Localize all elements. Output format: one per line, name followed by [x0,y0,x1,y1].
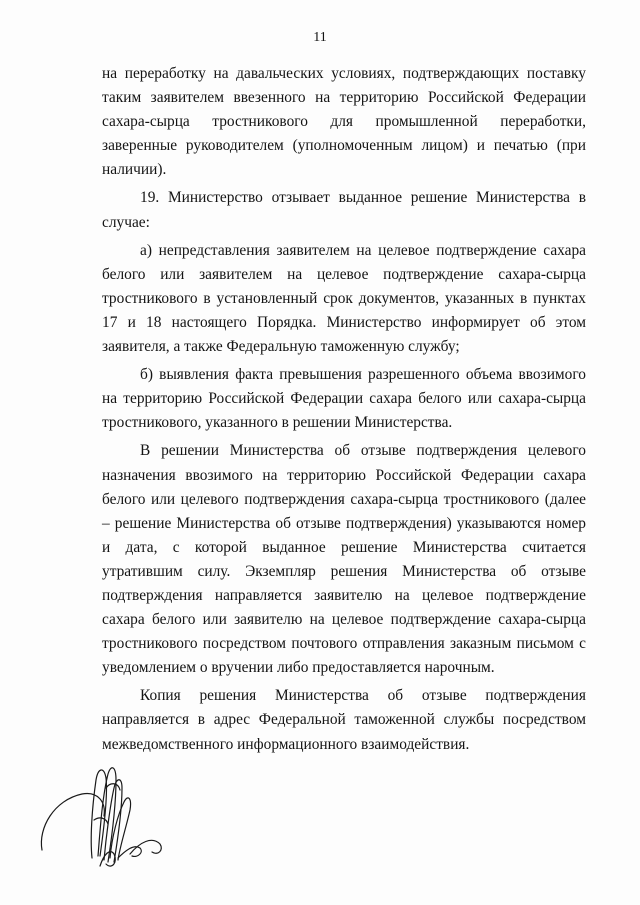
paragraph-continuation: на переработку на давальческих условиях, подтверждающих поставку таким заявителем ввезенного на территорию Российской Федерации сахара-сырца тростникового для промышленной переработки, заверенные руководителем (уполномоченным лицом) и печатью (при наличии). [102,65,586,179]
page-number: 11 [313,30,327,45]
paragraph-item-19-a: а) непредставления заявителем на целевое подтверждение сахара белого или заявителем на целевое подтверждение сахара-сырца тростникового в установленный срок документов, указанных в пунктах 17 и 18 настоящего Порядка. Министерство информирует об этом заявителя, а также Федеральную таможенную службу; [102,241,586,356]
handwritten-signature [34,758,174,878]
paragraph-item-19: 19. Министерство отзывает выданное решение Министерства в случае: [102,189,586,231]
paragraph-item-19-b: б) выявления факта превышения разрешенного объема ввозимого на территорию Российской Федерации сахара белого или сахара-сырца тростникового, указанного в решении Министерства. [102,366,586,432]
paragraph-copy-decision: Копия решения Министерства об отзыве подтверждения направляется в адрес Федеральной таможенной службы посредством межведомственного информационного взаимодействия. [102,687,586,753]
document-body [102,62,586,757]
paragraph-revocation-decision: В решении Министерства об отзыве подтверждения целевого назначения ввозимого на территорию Российской Федерации сахара белого или целевого подтверждения сахара-сырца тростникового (далее – решение Министерства об отзыве подтверждения) указываются номер и дата, с которой выданное решение Министерства считается утратившим силу. Экземпляр решения Министерства об отзыве подтверждения направляется заявителю на целевое подтверждение сахара белого или заявителю на целевое подтверждение сахара-сырца тростникового посредством почтового отправления заказным письмом с уведомлением о вручении либо предоставляется нарочным. [102,442,586,677]
